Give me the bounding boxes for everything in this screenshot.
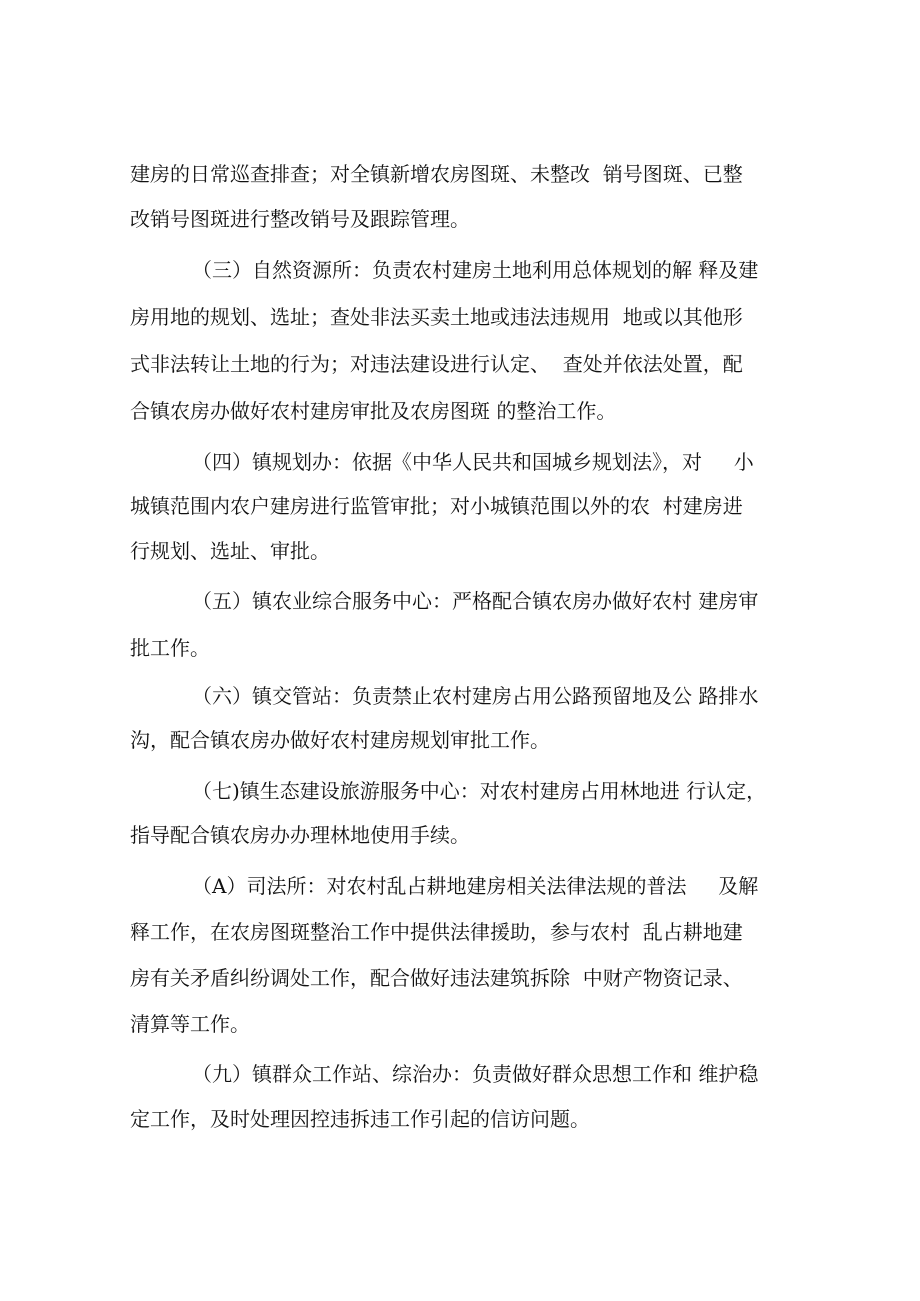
- paragraph-line: 合镇农房办做好农村建房审批及农房图斑 的整治工作。: [130, 399, 617, 423]
- paragraph-line: 定工作，及时处理因控违拆违工作引起的信访问题。: [130, 1107, 590, 1131]
- paragraph-line: 行规划、选址、审批。: [130, 539, 330, 563]
- paragraph-line: （五）镇农业综合服务中心：严格配合镇农房办做好农村 建房审: [192, 589, 759, 613]
- paragraph-line: 城镇范围内农户建房进行监管审批；对小城镇范围以外的农 村建房进: [130, 494, 743, 518]
- paragraph-line: 式非法转让土地的行为；对违法建设进行认定、 查处并依法处置，配: [130, 352, 743, 376]
- paragraph-line: （三）自然资源所：负责农村建房土地利用总体规划的解 释及建: [192, 258, 759, 282]
- paragraph-line: 改销号图斑进行整改销号及跟踪管理。: [130, 207, 470, 231]
- paragraph-line: 房用地的规划、选址；查处非法买卖土地或违法违规用 地或以其他形: [130, 305, 743, 329]
- paragraph-line: 沟，配合镇农房办做好农村建房规划审批工作。: [130, 728, 550, 752]
- paragraph-line: （四）镇规划办：依据《中华人民共和国城乡规划法》，对 小: [192, 450, 754, 474]
- paragraph-line: 指导配合镇农房办办理林地使用手续。: [130, 823, 470, 847]
- paragraph-line: （七)镇生态建设旅游服务中心：对农村建房占用林地进 行认定，: [192, 779, 767, 803]
- paragraph-line: 清算等工作。: [130, 1012, 250, 1036]
- paragraph-line: 房有关矛盾纠纷调处工作，配合做好违法建筑拆除 中财产物资记录、: [130, 966, 743, 990]
- paragraph-line: 批工作。: [130, 636, 210, 660]
- paragraph-line: 释工作，在农房图斑整治工作中提供法律援助，参与农村 乱占耕地建: [130, 920, 743, 944]
- paragraph-line: （九）镇群众工作站、综治办：负责做好群众思想工作和 维护稳: [192, 1062, 759, 1086]
- paragraph-line: （A）司法所：对农村乱占耕地建房相关法律法规的普法 及解: [192, 874, 759, 898]
- paragraph-line: 建房的日常巡查排查；对全镇新增农房图斑、未整改 销号图斑、已整: [130, 162, 743, 186]
- paragraph-line: （六）镇交管站：负责禁止农村建房占用公路预留地及公 路排水: [192, 684, 759, 708]
